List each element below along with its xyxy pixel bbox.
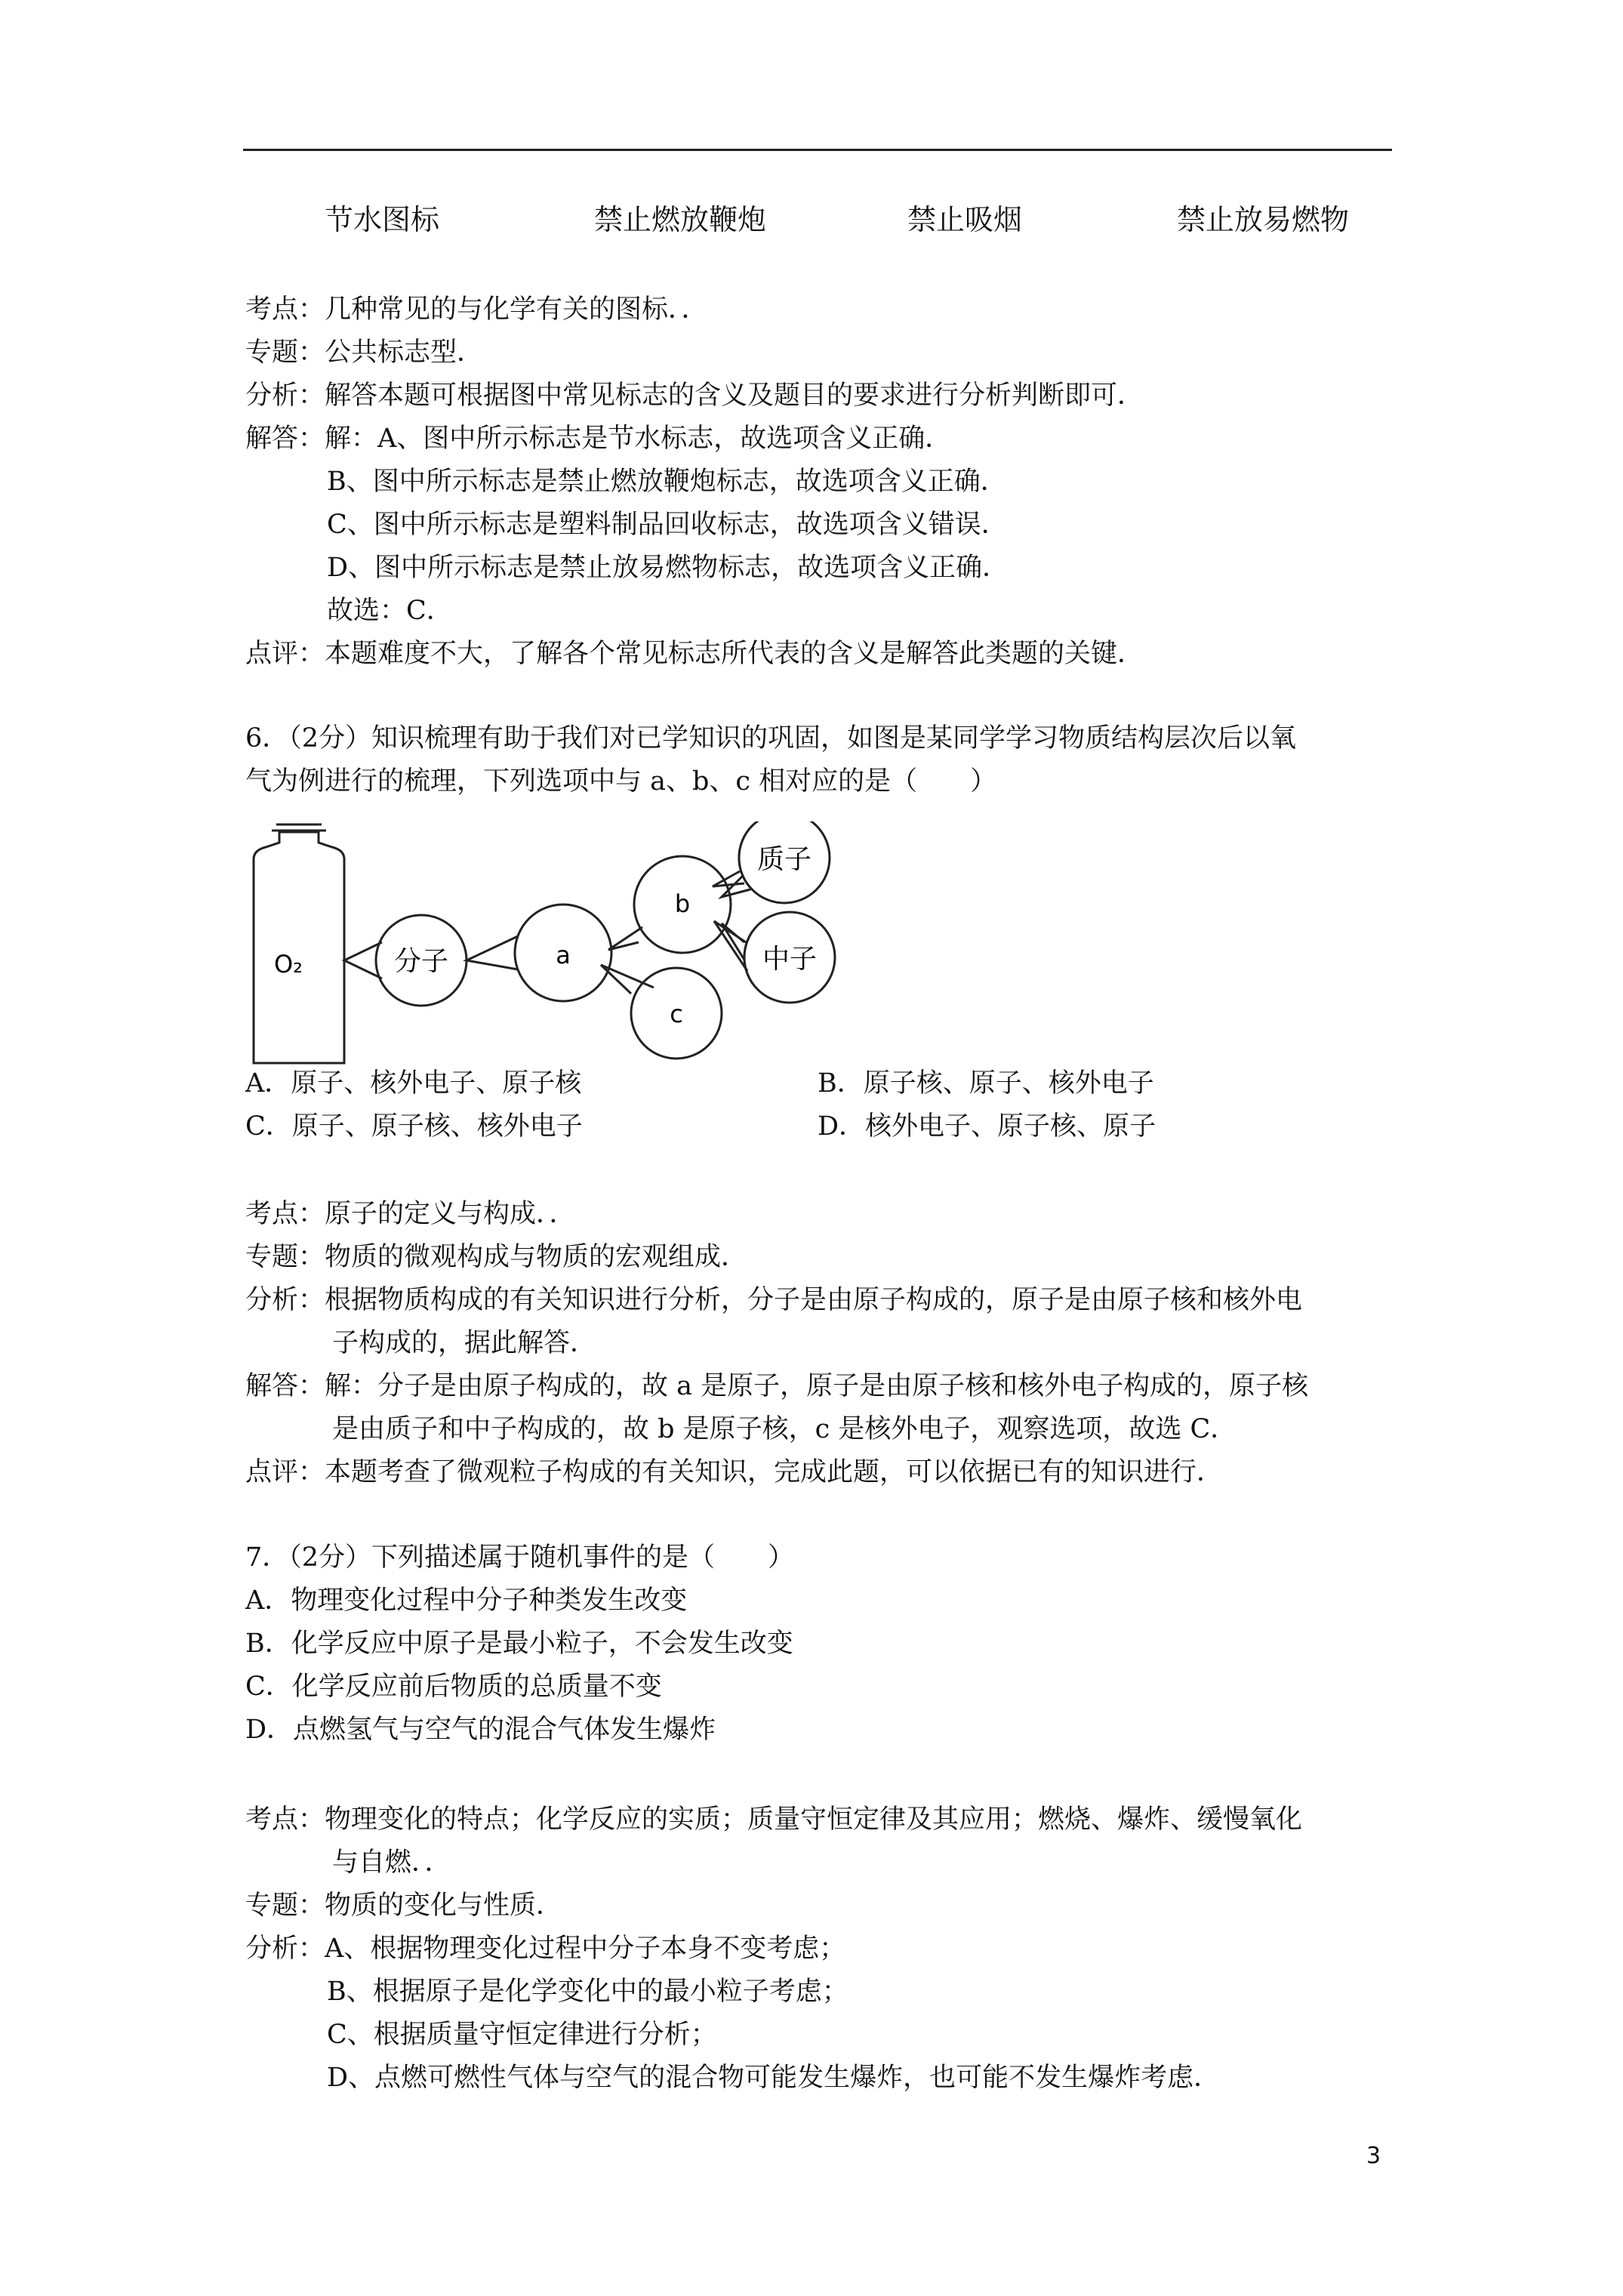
q5-jieda-c: C、图中所示标志是塑料制品回收标志，故选项含义错误． xyxy=(327,510,1008,540)
q7-kaodian-line2: 与自燃．． xyxy=(332,1848,451,1878)
q5-jieda-b: B、图中所示标志是禁止燃放鞭炮标志，故选项含义正确． xyxy=(327,467,1007,497)
caption-water-saving: 节水图标 xyxy=(325,203,440,236)
q6-option-c: C．原子、原子核、核外电子 xyxy=(245,1111,583,1142)
q7-fenxi-c: C、根据质量守恒定律进行分析； xyxy=(327,2020,717,2050)
o2-structure-diagram-right xyxy=(246,821,865,1071)
q6-option-d: D．核外电子、原子核、原子 xyxy=(818,1111,1156,1142)
q5-jieda-d: D、图中所示标志是禁止放易燃物标志，故选项含义正确． xyxy=(327,553,1009,583)
caption-no-smoking: 禁止吸烟 xyxy=(907,203,1023,236)
q5-zhuanti: 专题：公共标志型． xyxy=(245,337,484,368)
bottle-o2-label: O₂ xyxy=(273,950,303,978)
molecule-label: 分子 xyxy=(393,946,449,977)
page-number: 3 xyxy=(1366,2143,1381,2169)
q6-kaodian: 考点：原子的定义与构成．． xyxy=(245,1199,576,1229)
caption-no-firecrackers: 禁止燃放鞭炮 xyxy=(594,203,767,236)
q6-jieda-line1: 解答：解：分子是由原子构成的，故 a 是原子，原子是由原子核和核外电子构成的，原子核 xyxy=(245,1371,1309,1401)
caption-no-flammables: 禁止放易燃物 xyxy=(1177,203,1350,236)
header-rule xyxy=(243,149,1392,151)
q7-zhuanti: 专题：物质的变化与性质． xyxy=(245,1891,563,1921)
q7-fenxi-d: D、点燃可燃性气体与空气的混合物可能发生爆炸，也可能不发生爆炸考虑． xyxy=(327,2063,1221,2093)
q5-fenxi: 分析：解答本题可根据图中常见标志的含义及题目的要求进行分析判断即可． xyxy=(245,381,1144,411)
neutron-label: 中子 xyxy=(762,944,818,975)
structure-svg-right xyxy=(246,821,865,1071)
q7-fenxi: 分析：A、根据物理变化过程中分子本身不变考虑； xyxy=(245,1934,846,1964)
icon-captions xyxy=(243,196,1392,242)
q7-option-b: B．化学反应中原子是最小粒子，不会发生改变 xyxy=(245,1629,793,1659)
q7-option-d: D．点燃氢气与空气的混合气体发生爆炸 xyxy=(245,1715,716,1745)
q7-stem: 7．（2分）下列描述属于随机事件的是（ ） xyxy=(245,1542,795,1573)
b-label: b xyxy=(674,889,691,918)
q7-kaodian-line1: 考点：物理变化的特点；化学反应的实质；质量守恒定律及其应用；燃烧、爆炸、缓慢氧化 xyxy=(245,1804,1303,1835)
q6-option-b: B．原子核、原子、核外电子 xyxy=(818,1068,1154,1099)
q5-dianping: 点评：本题难度不大，了解各个常见标志所代表的含义是解答此类题的关键． xyxy=(245,639,1144,669)
a-label: a xyxy=(556,941,571,969)
q6-option-a: A．原子、核外电子、原子核 xyxy=(245,1068,582,1099)
q7-option-c: C．化学反应前后物质的总质量不变 xyxy=(245,1672,662,1702)
q5-jieda: 解答：解：A、图中所示标志是节水标志，故选项含义正确． xyxy=(245,424,952,454)
q6-fenxi-line2: 子构成的，据此解答． xyxy=(332,1328,597,1358)
q6-dianping: 点评：本题考查了微观粒子构成的有关知识，完成此题，可以依据已有的知识进行． xyxy=(245,1457,1224,1487)
q5-answer: 故选：C． xyxy=(327,596,453,626)
q6-stem-line2: 气为例进行的梳理，下列选项中与 a、b、c 相对应的是（ ） xyxy=(245,766,997,797)
q7-fenxi-b: B、根据原子是化学变化中的最小粒子考虑； xyxy=(327,1977,848,2007)
q5-kaodian: 考点：几种常见的与化学有关的图标．． xyxy=(245,294,708,325)
q7-option-a: A．物理变化过程中分子种类发生改变 xyxy=(245,1586,688,1616)
q6-jieda-line2: 是由质子和中子构成的，故 b 是原子核，c 是核外电子，观察选项，故选 C． xyxy=(332,1414,1237,1444)
q6-zhuanti: 专题：物质的微观构成与物质的宏观组成． xyxy=(245,1242,748,1272)
q6-stem-line1: 6．（2分）知识梳理有助于我们对已学知识的巩固，如图是某同学学习物质结构层次后以氧 xyxy=(245,723,1297,754)
q6-fenxi-line1: 分析：根据物质构成的有关知识进行分析，分子是由原子构成的，原子是由原子核和核外电 xyxy=(245,1285,1303,1315)
c-label: c xyxy=(670,1000,683,1028)
proton-label: 质子 xyxy=(756,844,812,875)
